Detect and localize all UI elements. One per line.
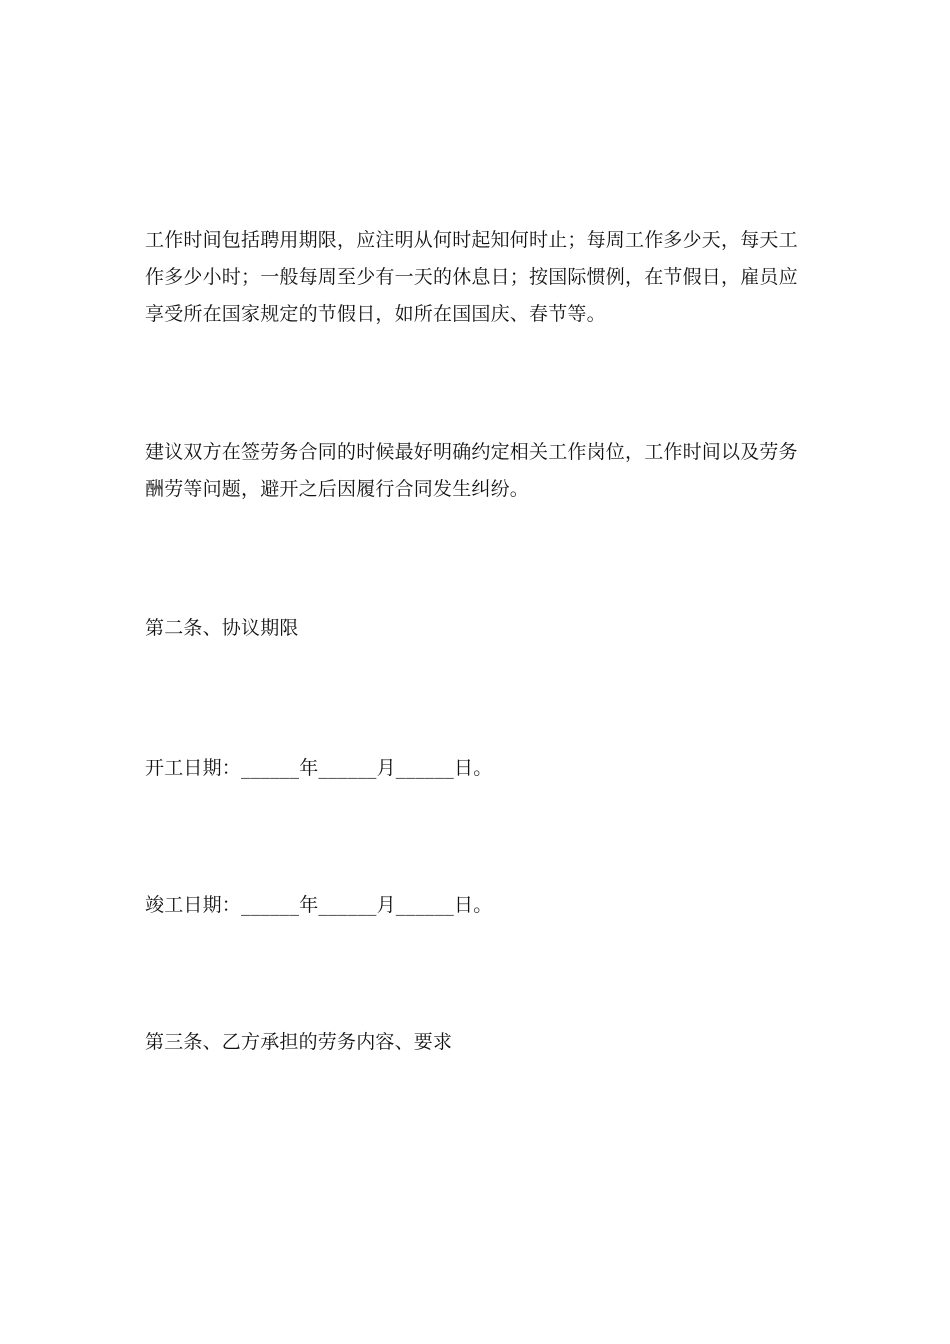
section-2-heading: 第二条、协议期限: [145, 617, 299, 639]
paragraph-line: 享受所在国家规定的节假日，如所在国国庆、春节等。: [145, 303, 606, 325]
end-date-line: 竣工日期：______年______月______日。: [145, 894, 493, 916]
start-date-line: 开工日期：______年______月______日。: [145, 757, 493, 779]
advice-paragraph: [145, 434, 805, 508]
paragraph-line: 作多少小时；一般每周至少有一天的休息日；按国际惯例，在节假日，雇员应: [145, 266, 798, 288]
paragraph-line: 建议双方在签劳务合同的时候最好明确约定相关工作岗位，工作时间以及劳务: [145, 441, 798, 463]
working-time-paragraph: [145, 222, 805, 333]
section-3-heading: 第三条、乙方承担的劳务内容、要求: [145, 1031, 453, 1053]
paragraph-line: 酬劳等问题，避开之后因履行合同发生纠纷。: [145, 478, 530, 500]
paragraph-line: 工作时间包括聘用期限，应注明从何时起知何时止；每周工作多少天，每天工: [145, 229, 798, 251]
